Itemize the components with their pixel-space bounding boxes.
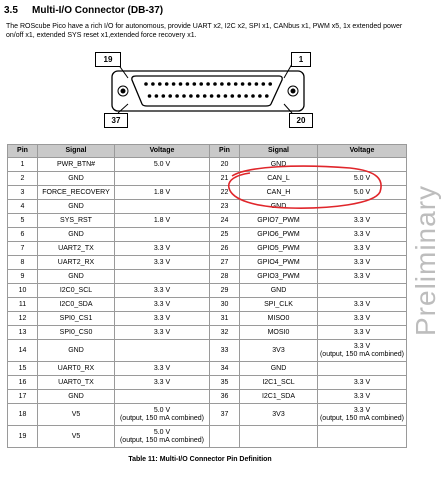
signal-cell-text: V5 xyxy=(71,410,81,418)
pin-cell-text: 22 xyxy=(220,188,229,196)
voltage-cell xyxy=(115,214,210,228)
pin-cell-text: 32 xyxy=(220,328,229,336)
pin-cell xyxy=(210,172,240,186)
table-row xyxy=(8,426,407,448)
header-voltage: Voltage xyxy=(318,145,407,158)
signal-cell-text: GPIO3_PWM xyxy=(257,272,300,280)
connector-pin-dot xyxy=(210,94,214,98)
pin-cell-text: 5 xyxy=(20,216,25,224)
signal-cell-text: UART2_RX xyxy=(57,258,95,266)
signal-cell-text: SYS_RST xyxy=(60,216,92,224)
pin-cell xyxy=(8,270,38,284)
pin-cell-text: 10 xyxy=(18,286,27,294)
pin-cell-text: 18 xyxy=(18,410,27,418)
voltage-cell-text: 3.3 V xyxy=(353,328,371,336)
signal-cell-text: GND xyxy=(68,392,84,400)
pin-cell xyxy=(8,404,38,426)
connector-pin-dot xyxy=(186,82,190,86)
signal-cell xyxy=(240,242,318,256)
section-number: 3.5 xyxy=(4,5,18,16)
connector-pin-dot xyxy=(196,94,200,98)
connector-pin-dot xyxy=(158,82,162,86)
voltage-cell-note: (output, 150 mA combined) xyxy=(119,436,205,444)
voltage-cell xyxy=(318,172,407,186)
voltage-cell-text: 3.3 V xyxy=(353,406,371,414)
signal-cell xyxy=(38,426,115,448)
voltage-cell-text: 3.3 V xyxy=(353,314,371,322)
table-row xyxy=(8,214,407,228)
section-title: Multi-I/O Connector (DB-37) xyxy=(32,5,164,16)
pin-cell xyxy=(210,214,240,228)
pin-cell xyxy=(8,340,38,362)
voltage-cell xyxy=(115,362,210,376)
signal-cell xyxy=(38,284,115,298)
signal-cell-text: GND xyxy=(68,230,84,238)
voltage-cell-text: 3.3 V xyxy=(353,378,371,386)
watermark: Preliminary xyxy=(410,184,441,336)
pin-cell xyxy=(8,426,38,448)
signal-cell xyxy=(240,256,318,270)
pin-cell-text: 3 xyxy=(20,188,25,196)
table-row xyxy=(8,362,407,376)
signal-cell xyxy=(38,256,115,270)
signal-cell-text: MOSI0 xyxy=(267,328,290,336)
signal-cell xyxy=(240,270,318,284)
pin-cell xyxy=(210,270,240,284)
voltage-cell xyxy=(318,158,407,172)
connector-pin-dot xyxy=(265,94,269,98)
signal-cell xyxy=(240,186,318,200)
voltage-cell-note: (output, 150 mA combined) xyxy=(119,414,205,422)
pin-cell-text: 1 xyxy=(20,160,25,168)
pin-cell xyxy=(210,404,240,426)
header-signal: Signal xyxy=(240,145,318,158)
voltage-cell-text: 5.0 V xyxy=(153,428,171,436)
table-row xyxy=(8,284,407,298)
voltage-cell-text: 3.3 V xyxy=(153,378,171,386)
intro-paragraph: The ROScube Pico have a rich I/O for autonomous, provide UART x2, I2C x2, SPI x1, CANbus x1, PWM x5, 1x extended power on/off x1, extended SYS reset x1,extended force recovery x1. xyxy=(6,23,403,39)
connector-pins xyxy=(144,82,272,98)
pin-cell-text: 27 xyxy=(220,258,229,266)
pin-cell xyxy=(8,298,38,312)
voltage-cell-text: 1.8 V xyxy=(153,216,171,224)
voltage-cell-text: 3.3 V xyxy=(353,230,371,238)
pin-cell-text: 23 xyxy=(220,202,229,210)
connector-pin-dot xyxy=(268,82,272,86)
voltage-cell-text: 3.3 V xyxy=(153,364,171,372)
voltage-cell-text: 5.0 V xyxy=(153,160,171,168)
table-header-row xyxy=(8,145,407,158)
pin-cell xyxy=(210,284,240,298)
signal-cell xyxy=(38,376,115,390)
connector-pin-dot xyxy=(258,94,262,98)
signal-cell xyxy=(240,376,318,390)
signal-cell-text: UART2_TX xyxy=(58,244,94,252)
voltage-cell-text: 3.3 V xyxy=(353,216,371,224)
signal-cell-text: GPIO7_PWM xyxy=(257,216,300,224)
pin-cell xyxy=(8,186,38,200)
signal-cell xyxy=(240,214,318,228)
connector-pin-dot xyxy=(217,94,221,98)
signal-cell xyxy=(38,228,115,242)
connector-pin-dot xyxy=(193,82,197,86)
signal-cell-text: I2C0_SDA xyxy=(59,300,93,308)
connector-pin-dot xyxy=(172,82,176,86)
pin-cell-text: 16 xyxy=(18,378,27,386)
connector-pin-dot xyxy=(148,94,152,98)
connector-pin-dot xyxy=(144,82,148,86)
connector-pin-dot xyxy=(206,82,210,86)
mounting-hole-right-icon xyxy=(288,86,298,96)
signal-cell xyxy=(38,326,115,340)
signal-cell-text: SPI0_CS1 xyxy=(59,314,93,322)
voltage-cell xyxy=(318,270,407,284)
signal-cell-text: CAN_L xyxy=(267,174,290,182)
table-row xyxy=(8,172,407,186)
voltage-cell-text: 3.3 V xyxy=(153,244,171,252)
pin-cell xyxy=(8,228,38,242)
signal-cell-text: MISO0 xyxy=(267,314,290,322)
table-row xyxy=(8,298,407,312)
connector-pin-dot xyxy=(162,94,166,98)
voltage-cell xyxy=(318,312,407,326)
connector-pin-dot xyxy=(203,94,207,98)
signal-cell-text: 3V3 xyxy=(272,346,285,354)
pin-cell xyxy=(210,376,240,390)
voltage-cell-text: 5.0 V xyxy=(353,174,371,182)
label-pin-37: 37 xyxy=(104,113,128,128)
pin-cell-text: 7 xyxy=(20,244,25,252)
voltage-cell-text: 3.3 V xyxy=(353,258,371,266)
signal-cell xyxy=(38,200,115,214)
connector-pin-dot xyxy=(241,82,245,86)
signal-cell-text: GND xyxy=(68,174,84,182)
connector-pin-dot xyxy=(155,94,159,98)
voltage-cell-text: 3.3 V xyxy=(353,244,371,252)
pin-cell xyxy=(8,214,38,228)
pin-cell xyxy=(210,362,240,376)
label-pin-20: 20 xyxy=(289,113,313,128)
voltage-cell-note: (output, 150 mA combined) xyxy=(319,414,405,422)
pin-cell-text: 2 xyxy=(20,174,25,182)
signal-cell-text: GND xyxy=(68,346,84,354)
voltage-cell xyxy=(318,242,407,256)
header-signal: Signal xyxy=(38,145,115,158)
voltage-cell xyxy=(318,214,407,228)
pin-cell xyxy=(210,256,240,270)
table-row xyxy=(8,270,407,284)
pin-cell xyxy=(8,158,38,172)
signal-cell-text: V5 xyxy=(71,432,81,440)
signal-cell xyxy=(240,228,318,242)
voltage-cell xyxy=(115,158,210,172)
table-row xyxy=(8,256,407,270)
signal-cell-text: CAN_H xyxy=(266,188,291,196)
pin-cell xyxy=(210,426,240,448)
table-row xyxy=(8,390,407,404)
voltage-cell-text: 5.0 V xyxy=(353,188,371,196)
pin-cell xyxy=(8,256,38,270)
connector-pin-dot xyxy=(224,94,228,98)
signal-cell xyxy=(38,270,115,284)
pin-cell-text: 11 xyxy=(18,300,27,308)
signal-cell xyxy=(38,242,115,256)
pin-cell xyxy=(210,312,240,326)
voltage-cell xyxy=(318,376,407,390)
pin-cell xyxy=(210,326,240,340)
pin-cell xyxy=(210,390,240,404)
connector-pin-dot xyxy=(262,82,266,86)
signal-cell-text: FORCE_RECOVERY xyxy=(42,188,110,196)
pin-cell xyxy=(8,200,38,214)
voltage-cell xyxy=(318,298,407,312)
signal-cell xyxy=(38,186,115,200)
signal-cell-text: PWR_BTN# xyxy=(56,160,96,168)
signal-cell xyxy=(240,390,318,404)
signal-cell xyxy=(38,312,115,326)
voltage-cell xyxy=(318,426,407,448)
voltage-cell xyxy=(115,298,210,312)
signal-cell-text: UART0_RX xyxy=(57,364,95,372)
voltage-cell-text: 5.0 V xyxy=(153,406,171,414)
signal-cell xyxy=(38,158,115,172)
voltage-cell xyxy=(115,284,210,298)
signal-cell-text: I2C0_SCL xyxy=(59,286,93,294)
signal-cell-text: GPIO4_PWM xyxy=(257,258,300,266)
voltage-cell xyxy=(115,326,210,340)
signal-cell-text: GPIO6_PWM xyxy=(257,230,300,238)
pin-cell-text: 8 xyxy=(20,258,25,266)
pin-cell-text: 28 xyxy=(220,272,229,280)
pin-cell-text: 33 xyxy=(220,346,229,354)
connector-pin-dot xyxy=(220,82,224,86)
pin-cell-text: 37 xyxy=(220,410,229,418)
voltage-cell-text: 3.3 V xyxy=(153,314,171,322)
pin-cell-text: 19 xyxy=(18,432,27,440)
voltage-cell xyxy=(115,172,210,186)
voltage-cell xyxy=(115,404,210,426)
table-row xyxy=(8,158,407,172)
signal-cell xyxy=(240,172,318,186)
pin-cell-text: 34 xyxy=(220,364,229,372)
voltage-cell-text: 3.3 V xyxy=(153,286,171,294)
pin-cell-text: 12 xyxy=(18,314,27,322)
connector-pin-dot xyxy=(175,94,179,98)
voltage-cell xyxy=(318,186,407,200)
signal-cell-text: 3V3 xyxy=(272,410,285,418)
pin-cell xyxy=(8,312,38,326)
db37-connector-diagram xyxy=(0,0,429,140)
connector-pin-dot xyxy=(237,94,241,98)
pin-cell-text: 35 xyxy=(220,378,229,386)
connector-pin-dot xyxy=(251,94,255,98)
pin-cell-text: 21 xyxy=(220,174,229,182)
voltage-cell xyxy=(318,362,407,376)
signal-cell-text: GND xyxy=(270,286,287,294)
pin-cell-text: 17 xyxy=(18,392,27,400)
pin-cell xyxy=(8,376,38,390)
pin-cell xyxy=(8,326,38,340)
voltage-cell xyxy=(115,256,210,270)
connector-pin-dot xyxy=(189,94,193,98)
connector-pin-dot xyxy=(255,82,259,86)
pin-cell-text: 9 xyxy=(20,272,25,280)
connector-pin-dot xyxy=(231,94,235,98)
signal-cell-text: GND xyxy=(270,364,287,372)
signal-cell-text: GPIO5_PWM xyxy=(257,244,300,252)
pin-cell-text: 26 xyxy=(220,244,229,252)
table-row xyxy=(8,200,407,214)
voltage-cell xyxy=(115,228,210,242)
signal-cell xyxy=(240,200,318,214)
table-row xyxy=(8,228,407,242)
pin-cell xyxy=(8,172,38,186)
pin-cell-text: 24 xyxy=(220,216,229,224)
voltage-cell xyxy=(318,340,407,362)
voltage-cell xyxy=(115,242,210,256)
signal-cell xyxy=(38,214,115,228)
pin-definition-table xyxy=(7,144,407,448)
pin-cell xyxy=(210,242,240,256)
signal-cell xyxy=(240,340,318,362)
table-row xyxy=(8,340,407,362)
voltage-cell xyxy=(318,284,407,298)
voltage-cell xyxy=(115,340,210,362)
pin-cell xyxy=(210,340,240,362)
signal-cell xyxy=(240,326,318,340)
signal-cell xyxy=(240,362,318,376)
signal-cell xyxy=(240,404,318,426)
pin-cell xyxy=(8,242,38,256)
pin-cell xyxy=(210,298,240,312)
signal-cell-text: I2C1_SDA xyxy=(261,392,296,400)
signal-cell-text: SPI_CLK xyxy=(264,300,293,308)
connector-pin-dot xyxy=(234,82,238,86)
table-row xyxy=(8,242,407,256)
pin-cell-text: 25 xyxy=(220,230,229,238)
pin-cell xyxy=(210,228,240,242)
signal-cell-text: GND xyxy=(68,202,84,210)
pin-cell xyxy=(210,186,240,200)
pin-cell-text: 20 xyxy=(220,160,229,168)
signal-cell xyxy=(38,298,115,312)
signal-cell xyxy=(38,172,115,186)
pin-cell-text: 6 xyxy=(20,230,25,238)
connector-pin-dot xyxy=(168,94,172,98)
connector-pin-dot xyxy=(165,82,169,86)
voltage-cell xyxy=(115,376,210,390)
header-pin: Pin xyxy=(8,145,38,158)
signal-cell xyxy=(240,312,318,326)
label-pin-1: 1 xyxy=(291,52,311,67)
signal-cell xyxy=(38,404,115,426)
pin-cell-text: 29 xyxy=(220,286,229,294)
pin-cell-text: 14 xyxy=(18,346,27,354)
signal-cell xyxy=(38,362,115,376)
connector-pin-dot xyxy=(151,82,155,86)
voltage-cell-text: 3.3 V xyxy=(353,342,371,350)
voltage-cell xyxy=(115,270,210,284)
pin-cell-text: 31 xyxy=(220,314,229,322)
table-row xyxy=(8,186,407,200)
voltage-cell xyxy=(318,390,407,404)
voltage-cell-text: 3.3 V xyxy=(353,272,371,280)
signal-cell xyxy=(38,390,115,404)
pin-cell xyxy=(8,284,38,298)
connector-pin-dot xyxy=(182,94,186,98)
signal-cell xyxy=(240,284,318,298)
pin-cell xyxy=(210,158,240,172)
table-row xyxy=(8,404,407,426)
pin-cell-text: 13 xyxy=(18,328,27,336)
voltage-cell-text: 3.3 V xyxy=(353,300,371,308)
header-voltage: Voltage xyxy=(115,145,210,158)
signal-cell-text: I2C1_SCL xyxy=(262,378,295,386)
voltage-cell xyxy=(115,200,210,214)
mounting-hole-left-icon xyxy=(118,86,128,96)
signal-cell xyxy=(240,158,318,172)
signal-cell xyxy=(240,298,318,312)
voltage-cell-text: 3.3 V xyxy=(153,300,171,308)
table-row xyxy=(8,376,407,390)
voltage-cell-text: 3.3 V xyxy=(153,258,171,266)
pin-cell-text: 30 xyxy=(220,300,229,308)
voltage-cell xyxy=(318,200,407,214)
signal-cell-text: GND xyxy=(68,272,84,280)
voltage-cell-text: 3.3 V xyxy=(353,392,371,400)
connector-pin-dot xyxy=(248,82,252,86)
pin-cell xyxy=(8,362,38,376)
table-row xyxy=(8,312,407,326)
connector-pin-dot xyxy=(199,82,203,86)
connector-pin-dot xyxy=(227,82,231,86)
voltage-cell-text: 1.8 V xyxy=(153,188,171,196)
connector-pin-dot xyxy=(244,94,248,98)
signal-cell xyxy=(38,340,115,362)
connector-pin-dot xyxy=(179,82,183,86)
voltage-cell xyxy=(115,186,210,200)
pin-cell-text: 15 xyxy=(18,364,27,372)
signal-cell-text: GND xyxy=(270,202,287,210)
voltage-cell xyxy=(115,312,210,326)
connector-pin-dot xyxy=(213,82,217,86)
signal-cell-text: GND xyxy=(270,160,287,168)
voltage-cell xyxy=(318,326,407,340)
signal-cell-text: UART0_TX xyxy=(58,378,94,386)
pin-cell xyxy=(210,200,240,214)
signal-cell xyxy=(240,426,318,448)
voltage-cell xyxy=(115,426,210,448)
pin-cell-text: 4 xyxy=(20,202,25,210)
voltage-cell xyxy=(115,390,210,404)
label-pin-19: 19 xyxy=(95,52,121,67)
signal-cell-text: SPI0_CS0 xyxy=(59,328,93,336)
voltage-cell-text: 3.3 V xyxy=(153,328,171,336)
voltage-cell xyxy=(318,228,407,242)
voltage-cell xyxy=(318,404,407,426)
header-pin: Pin xyxy=(210,145,240,158)
pin-cell-text: 36 xyxy=(220,392,229,400)
pin-cell xyxy=(8,390,38,404)
table-row xyxy=(8,326,407,340)
voltage-cell xyxy=(318,256,407,270)
table-caption: Table 11: Multi-I/O Connector Pin Definition xyxy=(128,456,272,463)
voltage-cell-note: (output, 150 mA combined) xyxy=(319,350,405,358)
